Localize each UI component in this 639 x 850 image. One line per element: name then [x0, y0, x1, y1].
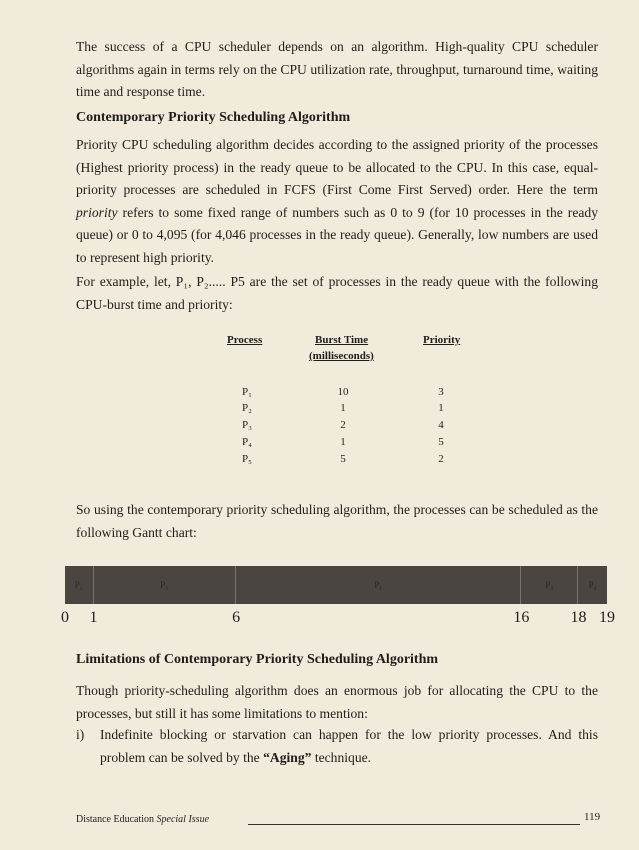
footer-publication: Distance Education Special Issue: [76, 814, 210, 825]
column-header-process: Process: [227, 334, 263, 346]
gantt-intro-paragraph: So using the contemporary priority scheduling algorithm, the processes can be scheduled as the following Gantt chart:: [76, 502, 598, 540]
gantt-chart: [65, 566, 607, 604]
table-cell-burst: 10: [337, 386, 349, 398]
gantt-tick-label: 0: [61, 609, 69, 626]
priority-term: priority: [76, 204, 118, 220]
list-item: [76, 724, 598, 770]
table-cell-burst: 1: [340, 436, 346, 448]
example-paragraph: For example, let, P₁, P₂..... P5 are the set of processes in the ready queue with the following CPU-burst time and priority:: [76, 274, 598, 312]
table-cell-process: P₂: [242, 402, 252, 414]
table-cell-priority: 5: [438, 436, 444, 448]
footer-rule: [248, 824, 580, 825]
section-heading-limitations: Limitations of Contemporary Priority Scheduling Algorithm: [76, 652, 439, 667]
gantt-tick-label: 19: [599, 609, 615, 626]
column-header-priority: Priority: [423, 334, 461, 346]
table-cell-process: P₃: [242, 419, 252, 431]
gantt-tick-label: 6: [232, 609, 241, 626]
gantt-tick-label: 18: [570, 609, 587, 626]
table-cell-burst: 5: [340, 453, 346, 465]
table-cell-priority: 1: [438, 402, 444, 414]
table-cell-process: P₄: [242, 436, 252, 448]
table-cell-burst: 1: [340, 402, 346, 414]
table-cell-process: P₁: [242, 386, 252, 398]
list-item-number: i): [76, 727, 85, 742]
gantt-tick-label: 16: [513, 609, 530, 626]
table-cell-burst: 2: [340, 419, 346, 431]
limitations-paragraph: Though priority-scheduling algorithm does an enormous job for allocating the CPU to the processes, but still it has some limitations to mention:: [76, 683, 598, 721]
gantt-segment: P₄: [588, 580, 597, 590]
column-header-burst-time: Burst Time: [315, 334, 369, 346]
aging-term: “Aging”: [263, 749, 312, 765]
intro-paragraph: The success of a CPU scheduler depends on an algorithm. High-quality CPU scheduler algorithms again in terms rely on the CPU utilization rate, throughput, turnaround time, waiting time and response time.: [76, 39, 598, 100]
table-cell-priority: 3: [438, 386, 444, 398]
gantt-tick-label: 1: [89, 609, 98, 626]
priority-description-paragraph: Priority CPU scheduling algorithm decides according to the assigned priority of the processes (Highest priority process) in the ready queue to be allocated to the CPU. In this case, equal-priority processes are scheduled in FCFS (First Come First Served) order. Here the term priority refers to some fixed range of numbers such as 0 to 9 (for 10 processes in the ready queue) or 0 to 4,095 (for 4,046 processes in the ready queue). Generally, low numbers are used to represent high priority.: [76, 137, 598, 265]
section-heading-priority-algorithm: Contemporary Priority Scheduling Algorithm: [76, 110, 351, 125]
gantt-segment: P₃: [521, 566, 578, 604]
table-cell-priority: 2: [438, 453, 444, 465]
gantt-segment: P₁: [236, 566, 521, 604]
gantt-segment: P₂: [65, 566, 94, 604]
table-cell-priority: 4: [438, 419, 444, 431]
page-number: 119: [584, 811, 601, 823]
column-header-burst-unit: (milliseconds): [309, 350, 374, 362]
list-item-text: Indefinite blocking or starvation can happen for the low priority processes. And this problem can be solved by the “Aging” technique.: [100, 727, 598, 765]
gantt-segment: P₅: [94, 566, 237, 604]
table-cell-process: P₅: [242, 453, 252, 465]
